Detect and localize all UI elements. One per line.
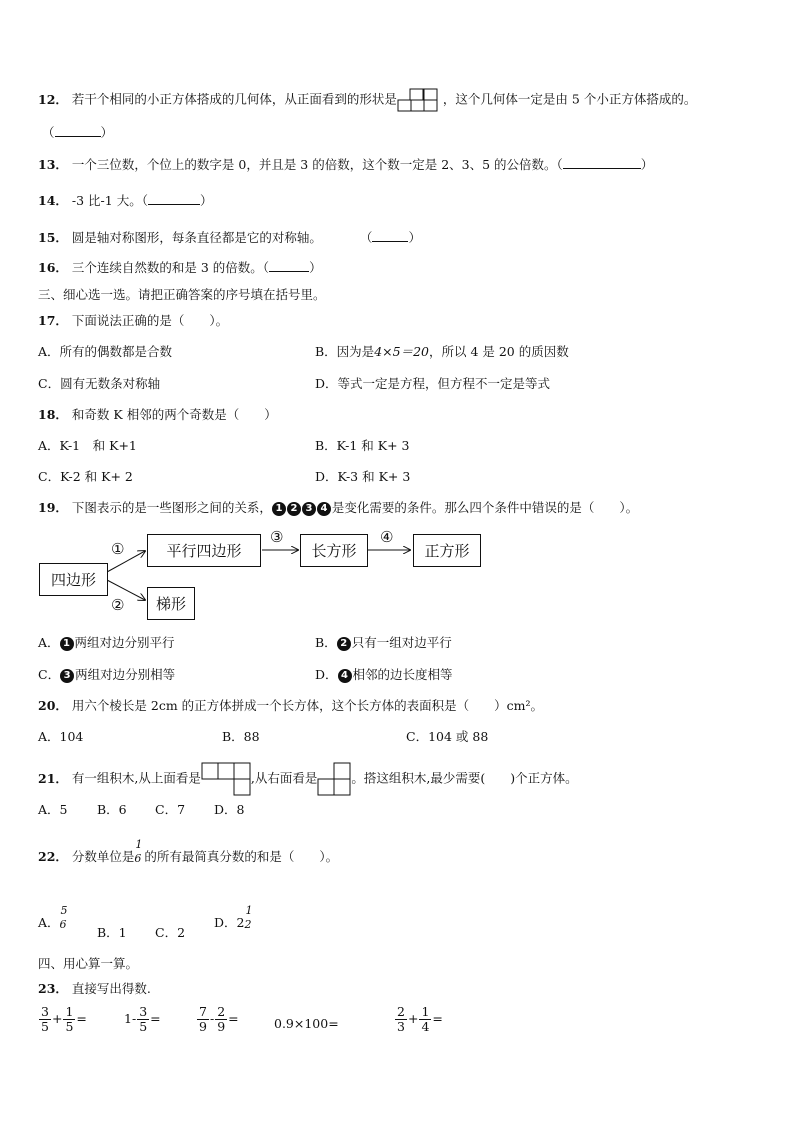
label-3: ③ bbox=[270, 528, 284, 546]
question-21: 21． 有一组积木,从上面看是 ,从右面看是 。搭这组积木,最少需要( )个正方体。 bbox=[38, 762, 578, 796]
option-22-c[interactable]: C．2 bbox=[155, 925, 186, 940]
fraction-1-6: 1 6 bbox=[134, 838, 143, 865]
circled-number-2: 2 bbox=[287, 502, 301, 516]
question-18: 18． 和奇数 K 相邻的两个奇数是（ ） bbox=[38, 407, 277, 422]
option-19-d[interactable]: D． 4 相邻的边长度相等 bbox=[315, 667, 453, 682]
question-14: 14． -3 比-1 大。（ ） bbox=[38, 193, 213, 208]
option-18-b[interactable]: B．K-1 和 K+ 3 bbox=[315, 438, 410, 453]
question-text: 若干个相同的小正方体搭成的几何体，从正面看到的形状是 bbox=[71, 91, 397, 107]
expression-2: 1- $\frac{3}{5}$ = bbox=[124, 1004, 161, 1034]
expression-4: 0.9×100= bbox=[274, 1016, 339, 1031]
option-22-b[interactable]: B．1 bbox=[97, 925, 127, 940]
box-trapezoid: 梯形 bbox=[147, 587, 195, 620]
box-square: 正方形 bbox=[413, 534, 481, 567]
label-2: ② bbox=[111, 596, 125, 614]
question-15: 15． 圆是轴对称图形，每条直径都是它的对称轴。 （ ） bbox=[38, 230, 421, 245]
expression-3: $\frac{7}{9}$ - $\frac{2}{9}$ = bbox=[199, 1004, 239, 1034]
question-23: 23． 直接写出得数. bbox=[38, 981, 151, 996]
option-22-a[interactable]: A． 5 6 bbox=[38, 904, 68, 931]
option-21-a[interactable]: A．5 bbox=[38, 802, 68, 817]
option-19-a[interactable]: A． 1 两组对边分别平行 bbox=[38, 635, 175, 650]
circled-number-1: 1 bbox=[272, 502, 286, 516]
circled-number-4: 4 bbox=[317, 502, 331, 516]
right-view-figure bbox=[317, 762, 351, 796]
option-20-c[interactable]: C．104 或 88 bbox=[406, 729, 489, 744]
section-4-heading: 四、用心算一算。 bbox=[38, 956, 139, 971]
top-view-figure bbox=[201, 762, 251, 796]
option-18-d[interactable]: D．K-3 和 K+ 3 bbox=[315, 469, 411, 484]
box-parallelogram: 平行四边形 bbox=[147, 534, 261, 567]
option-20-a[interactable]: A．104 bbox=[38, 729, 84, 744]
question-12-answer: （ ） bbox=[42, 125, 114, 140]
label-4: ④ bbox=[380, 528, 394, 546]
question-text-2: ，这个几何体一定是由 5 个小正方体搭成的。 bbox=[442, 91, 697, 107]
option-17-d[interactable]: D．等式一定是方程，但方程不一定是等式 bbox=[315, 376, 551, 391]
question-20: 20． 用六个棱长是 2cm 的正方体拼成一个长方体，这个长方体的表面积是（ ）cm²。 bbox=[38, 698, 544, 713]
question-19: 19． 下图表示的是一些图形之间的关系， 1 2 3 4 是变化需要的条件。那么四个条件中错误的是（ ）。 bbox=[38, 500, 639, 515]
section-3-heading: 三、细心选一选。请把正确答案的序号填在括号里。 bbox=[38, 287, 326, 302]
expression-5: $\frac{2}{3}$ + $\frac{1}{4}$ = bbox=[397, 1004, 443, 1034]
option-20-b[interactable]: B．88 bbox=[222, 729, 260, 744]
option-19-c[interactable]: C． 3 两组对边分别相等 bbox=[38, 667, 176, 682]
label-1: ① bbox=[111, 540, 125, 558]
option-19-b[interactable]: B． 2 只有一组对边平行 bbox=[315, 635, 452, 650]
circled-number-3: 3 bbox=[302, 502, 316, 516]
question-13: 13． 一个三位数，个位上的数字是 0，并且是 3 的倍数，这个数一定是 2、3、5 的公倍数。（ ） bbox=[38, 157, 654, 172]
option-17-c[interactable]: C．圆有无数条对称轴 bbox=[38, 376, 161, 391]
option-18-c[interactable]: C．K-2 和 K+ 2 bbox=[38, 469, 133, 484]
question-16: 16． 三个连续自然数的和是 3 的倍数。（ ） bbox=[38, 260, 322, 275]
option-21-d[interactable]: D．8 bbox=[214, 802, 245, 817]
option-17-a[interactable]: A．所有的偶数都是合数 bbox=[38, 344, 173, 359]
option-21-b[interactable]: B．6 bbox=[97, 802, 127, 817]
question-22: 22． 分数单位是 1 6 的所有最简真分数的和是（ ）。 bbox=[38, 838, 339, 865]
question-17: 17． 下面说法正确的是（ ）。 bbox=[38, 313, 229, 328]
option-18-a[interactable]: A．K-1 和 K+1 bbox=[38, 438, 137, 453]
option-22-d[interactable]: D．2 1 2 bbox=[214, 904, 253, 931]
option-21-c[interactable]: C．7 bbox=[155, 802, 186, 817]
box-rectangle: 长方形 bbox=[300, 534, 368, 567]
expression-1: $\frac{3}{5}$ + $\frac{1}{5}$ = bbox=[41, 1004, 87, 1034]
box-quadrilateral: 四边形 bbox=[39, 563, 108, 596]
question-number: 12． bbox=[38, 91, 68, 107]
option-17-b[interactable]: B．因为是4×5＝20，所以 4 是 20 的质因数 bbox=[315, 344, 569, 359]
